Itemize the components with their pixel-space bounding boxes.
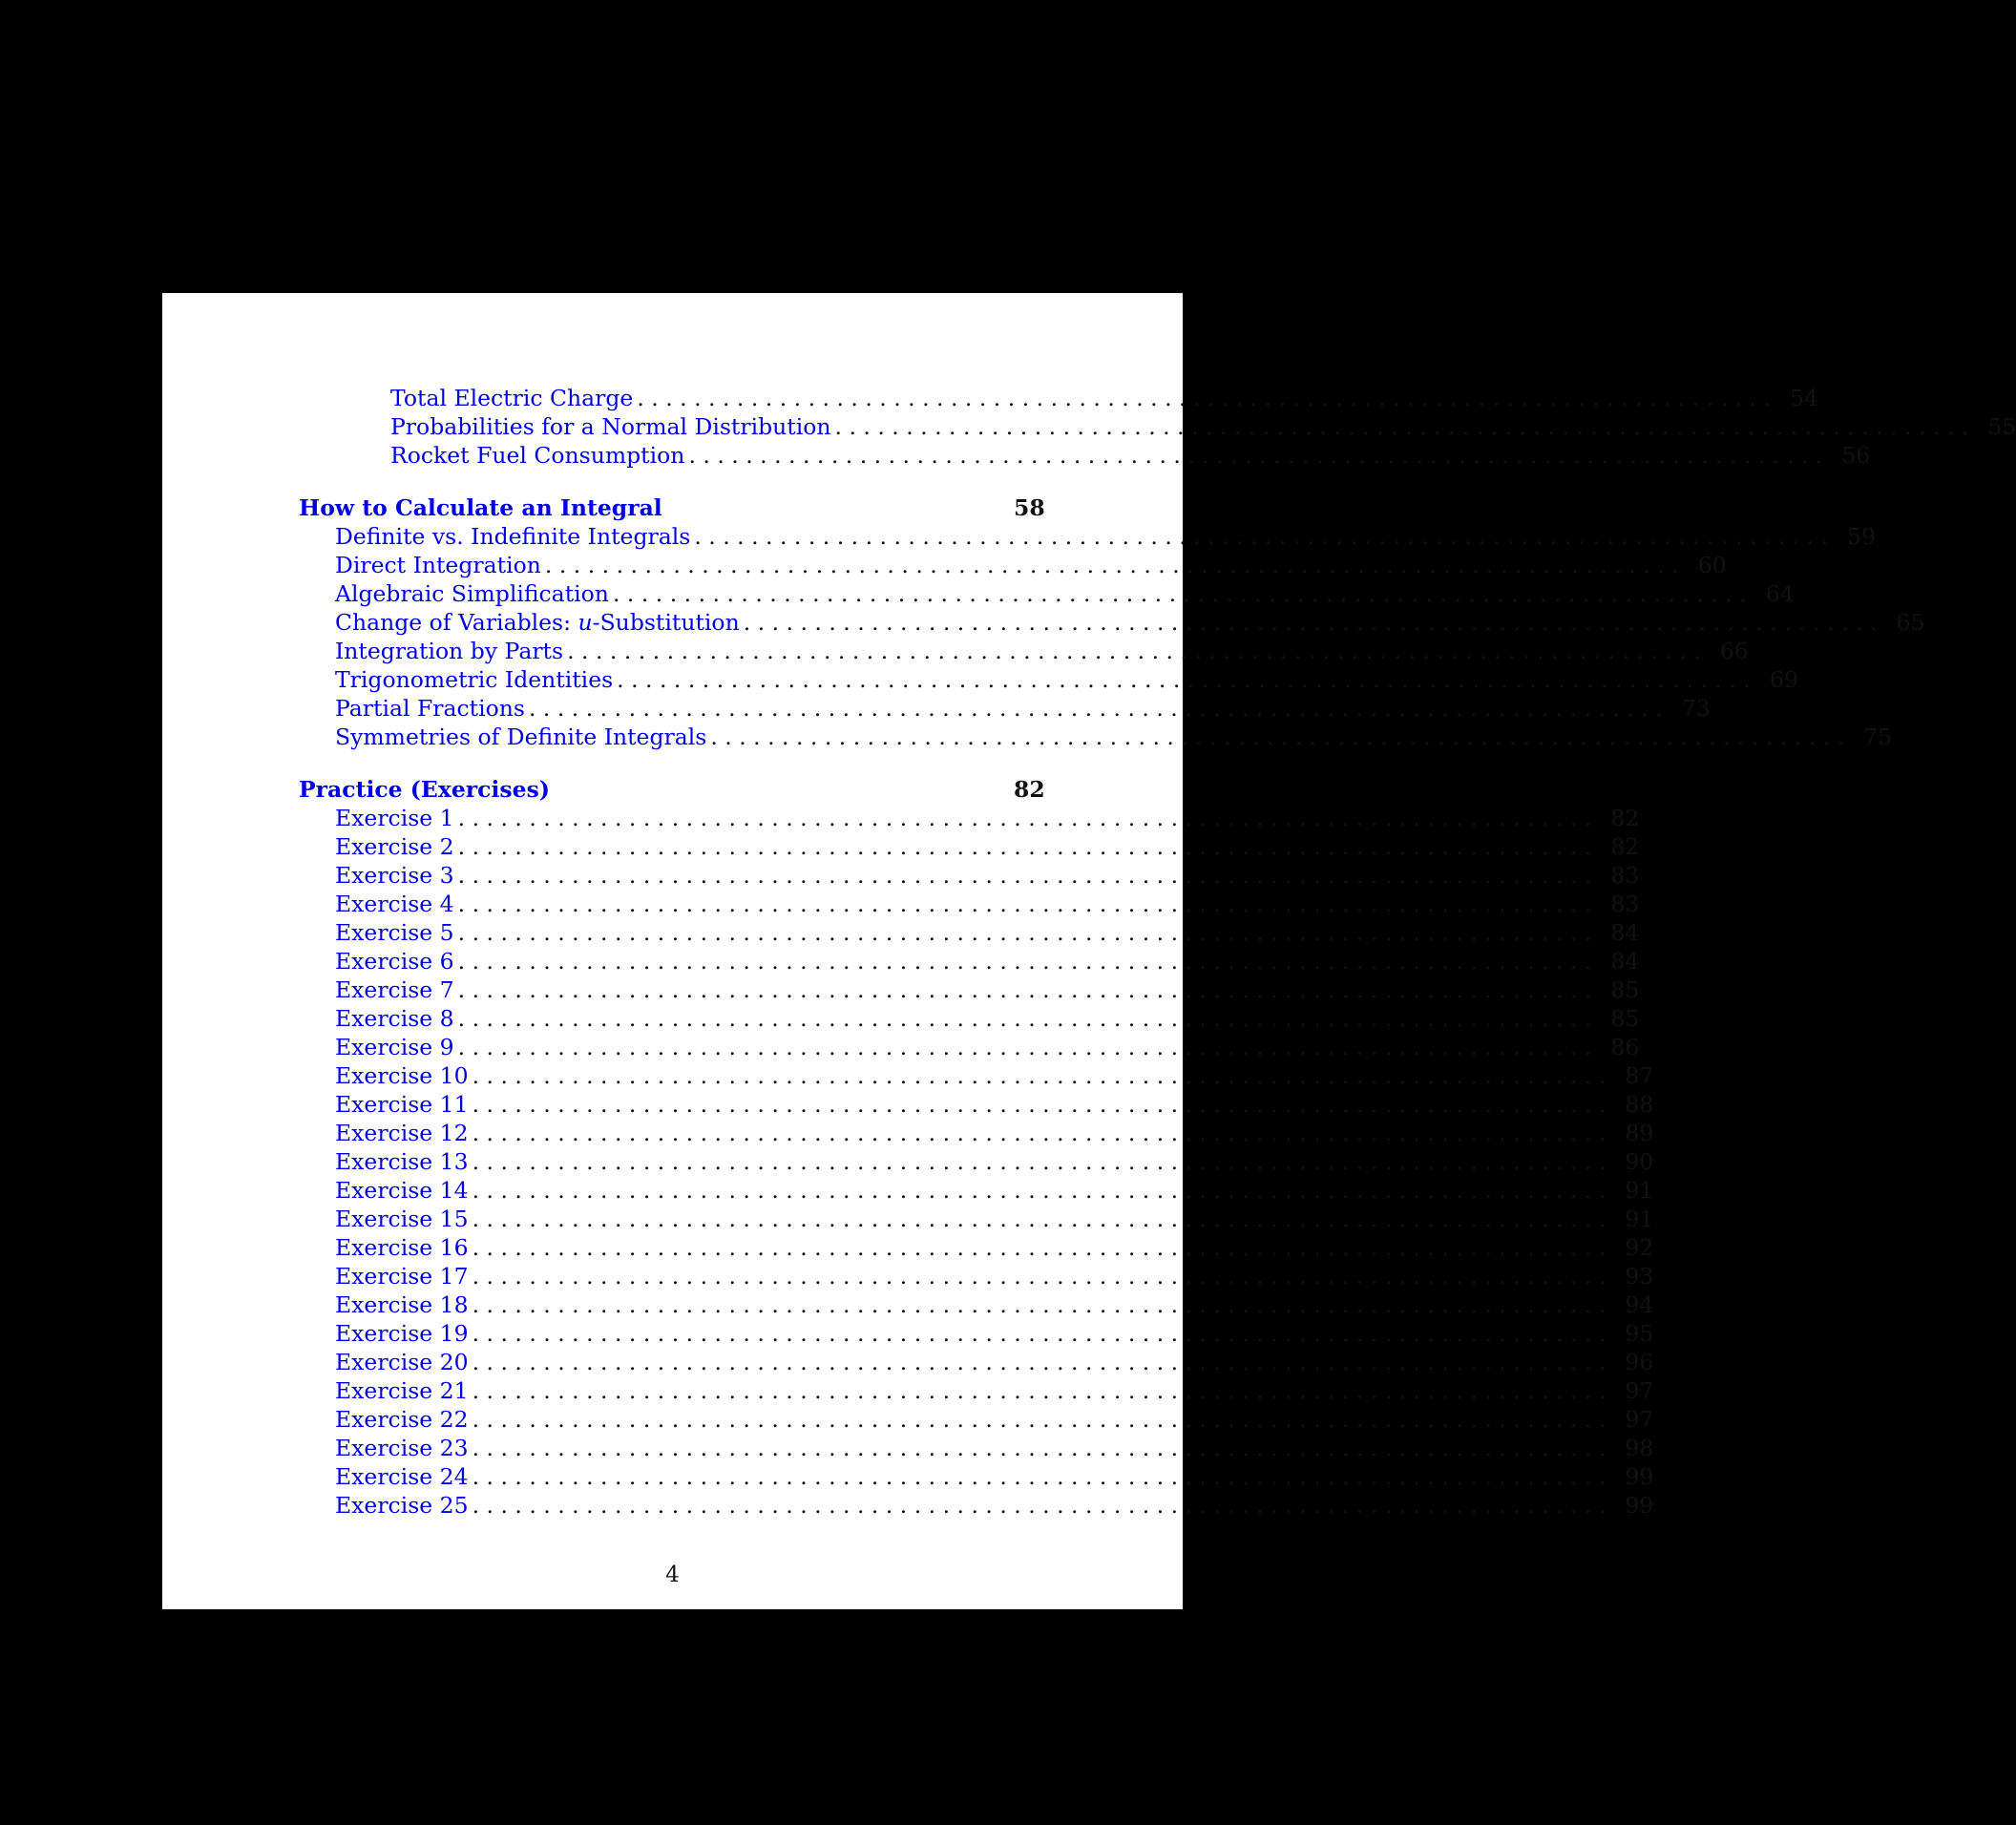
toc-entry-title[interactable]: Exercise 14 bbox=[335, 1177, 469, 1204]
toc-entry-title[interactable]: How to Calculate an Integral bbox=[299, 494, 662, 521]
toc-entry[interactable] bbox=[335, 975, 1640, 1004]
toc-entry-title[interactable]: Exercise 7 bbox=[335, 976, 454, 1003]
toc-entry-title[interactable]: Partial Fractions bbox=[335, 695, 525, 722]
toc-entry-title-part: -Substitution bbox=[592, 609, 740, 636]
toc-entry-title[interactable]: Exercise 4 bbox=[335, 891, 454, 917]
toc-entry-title[interactable]: Exercise 23 bbox=[335, 1435, 469, 1461]
toc-page-number: 82 bbox=[1610, 805, 1640, 831]
toc-entry-title[interactable]: Exercise 6 bbox=[335, 948, 454, 975]
toc-page-number: 93 bbox=[1625, 1263, 1654, 1290]
toc-entry-title[interactable]: Integration by Parts bbox=[335, 638, 564, 664]
dot-leader: . . . . . . . . . . . . . . . . . . . . . . . . . . . . . . . . . . . . . . . . . . . . . . . . . . . . . . . . . . . . . . . . . . . . . . . . . . . . . . . . bbox=[457, 805, 1592, 831]
toc-entry[interactable] bbox=[335, 1290, 1654, 1319]
toc-entry[interactable] bbox=[390, 384, 1819, 412]
toc-entry[interactable] bbox=[335, 918, 1640, 947]
dot-leader: . . . . . . . . . . . . . . . . . . . . . . . . . . . . . . . . . . . . . . . . . . . . . . . . . . . . . . . . . . . . . . . . . . . . . . . . . . . . . . . . bbox=[528, 695, 1663, 722]
dot-leader: . . . . . . . . . . . . . . . . . . . . . . . . . . . . . . . . . . . . . . . . . . . . . . . . . . . . . . . . . . . . . . . . . . . . . . . . . . . . . . . . bbox=[457, 1005, 1592, 1032]
toc-entry-title[interactable]: Exercise 10 bbox=[335, 1062, 469, 1089]
toc-page-number: 91 bbox=[1625, 1177, 1654, 1204]
toc-entry[interactable] bbox=[335, 608, 1925, 637]
toc-entry-title[interactable]: Symmetries of Definite Integrals bbox=[335, 724, 707, 750]
toc-page-number: 66 bbox=[1719, 638, 1749, 664]
toc-page-number: 95 bbox=[1625, 1320, 1654, 1347]
dot-leader: . . . . . . . . . . . . . . . . . . . . . . . . . . . . . . . . . . . . . . . . . . . . . . . . . . . . . . . . . . . . . . . . . . . . . . . . . . . . . . . . bbox=[834, 413, 1969, 440]
toc-page-number: 75 bbox=[1863, 724, 1893, 750]
toc-entry[interactable] bbox=[335, 1491, 1654, 1520]
toc-entry-title[interactable]: Exercise 18 bbox=[335, 1291, 469, 1318]
toc-entry[interactable] bbox=[335, 723, 1893, 751]
toc-chapter-entry[interactable] bbox=[299, 775, 1045, 804]
toc-entry-title-italic: u bbox=[578, 609, 593, 636]
toc-entry[interactable] bbox=[335, 1319, 1654, 1348]
toc-page-number: 89 bbox=[1625, 1120, 1654, 1146]
toc-page-number: 65 bbox=[1896, 609, 1925, 636]
toc-entry-title[interactable]: Exercise 2 bbox=[335, 833, 454, 860]
dot-leader: . . . . . . . . . . . . . . . . . . . . . . . . . . . . . . . . . . . . . . . . . . . . . . . . . . . . . . . . . . . . . . . . . . . . . . . . . . . . . . . . bbox=[472, 1263, 1606, 1290]
dot-leader: . . . . . . . . . . . . . . . . . . . . . . . . . . . . . . . . . . . . . . . . . . . . . . . . . . . . . . . . . . . . . . . . . . . . . . . . . . . . . . . . bbox=[472, 1234, 1606, 1261]
toc-entry[interactable] bbox=[335, 1090, 1654, 1119]
toc-entry[interactable] bbox=[335, 1376, 1654, 1405]
toc-entry[interactable] bbox=[335, 1262, 1654, 1290]
dot-leader: . . . . . . . . . . . . . . . . . . . . . . . . . . . . . . . . . . . . . . . . . . . . . . . . . . . . . . . . . . . . . . . . . . . . . . . . . . . . . . . . bbox=[472, 1148, 1606, 1175]
toc-entry[interactable] bbox=[335, 1348, 1654, 1376]
toc-page-number: 90 bbox=[1625, 1148, 1654, 1175]
toc-entry-title[interactable]: Practice (Exercises) bbox=[299, 776, 550, 803]
toc-entry[interactable] bbox=[335, 1033, 1640, 1061]
toc-page-number: 84 bbox=[1610, 919, 1640, 946]
toc-page-number: 86 bbox=[1610, 1034, 1640, 1060]
dot-leader: . . . . . . . . . . . . . . . . . . . . . . . . . . . . . . . . . . . . . . . . . . . . . . . . . . . . . . . . . . . . . . . . . . . . . . . . . . . . . . . . bbox=[472, 1406, 1606, 1433]
toc-entry[interactable] bbox=[335, 1462, 1654, 1491]
toc-page-number: 73 bbox=[1681, 695, 1711, 722]
toc-entry[interactable] bbox=[335, 947, 1640, 975]
toc-entry[interactable] bbox=[335, 1205, 1654, 1233]
toc-entry-title[interactable]: Total Electric Charge bbox=[390, 385, 634, 411]
toc-page-number: 59 bbox=[1847, 523, 1877, 550]
dot-leader: . . . . . . . . . . . . . . . . . . . . . . . . . . . . . . . . . . . . . . . . . . . . . . . . . . . . . . . . . . . . . . . . . . . . . . . . . . . . . . . . bbox=[472, 1291, 1606, 1318]
dot-leader: . . . . . . . . . . . . . . . . . . . . . . . . . . . . . . . . . . . . . . . . . . . . . . . . . . . . . . . . . . . . . . . . . . . . . . . . . . . . . . . . bbox=[472, 1463, 1606, 1490]
toc-entry-title[interactable]: Exercise 5 bbox=[335, 919, 454, 946]
toc-page-number: 83 bbox=[1610, 891, 1640, 917]
toc-entry-title[interactable]: Exercise 3 bbox=[335, 862, 454, 889]
toc-entry[interactable] bbox=[335, 1004, 1640, 1033]
toc-entry-title[interactable]: Algebraic Simplification bbox=[335, 580, 609, 607]
toc-page-number: 84 bbox=[1610, 948, 1640, 975]
page-number: 4 bbox=[665, 1563, 680, 1587]
toc-entry[interactable] bbox=[335, 579, 1795, 608]
toc-entry-title[interactable]: Direct Integration bbox=[335, 552, 541, 578]
document-page bbox=[162, 293, 2016, 1609]
dot-leader: . . . . . . . . . . . . . . . . . . . . . . . . . . . . . . . . . . . . . . . . . . . . . . . . . . . . . . . . . . . . . . . . . . . . . . . . . . . . . . . . bbox=[472, 1062, 1606, 1089]
toc-page-number: 58 bbox=[1014, 494, 1045, 521]
toc-entry-title[interactable]: Exercise 19 bbox=[335, 1320, 469, 1347]
toc-entry-title[interactable]: Exercise 13 bbox=[335, 1148, 469, 1175]
toc-page-number: 99 bbox=[1625, 1463, 1654, 1490]
toc-entry-title[interactable]: Exercise 12 bbox=[335, 1120, 469, 1146]
toc-entry-title[interactable]: Trigonometric Identities bbox=[335, 666, 614, 693]
toc-entry[interactable] bbox=[335, 1434, 1654, 1462]
toc-entry[interactable] bbox=[335, 1233, 1654, 1262]
toc-entry[interactable] bbox=[335, 1405, 1654, 1434]
toc-page-number: 82 bbox=[1610, 833, 1640, 860]
toc-page-number: 98 bbox=[1625, 1435, 1654, 1461]
dot-leader: . . . . . . . . . . . . . . . . . . . . . . . . . . . . . . . . . . . . . . . . . . . . . . . . . . . . . . . . . . . . . . . . . . . . . . . . . . . . . . . . bbox=[544, 552, 1679, 578]
toc-entry-title[interactable]: Rocket Fuel Consumption bbox=[390, 442, 685, 469]
toc-page-number: 69 bbox=[1770, 666, 1798, 693]
toc-entry-title[interactable]: Exercise 20 bbox=[335, 1349, 469, 1375]
toc-entry[interactable] bbox=[335, 861, 1640, 890]
toc-page-number: 97 bbox=[1625, 1406, 1654, 1433]
toc-page-number: 55 bbox=[1987, 413, 2016, 440]
toc-entry-title[interactable]: Exercise 11 bbox=[335, 1091, 469, 1118]
toc-entry-title[interactable]: Exercise 21 bbox=[335, 1377, 469, 1404]
toc-page-number: 91 bbox=[1625, 1206, 1654, 1232]
toc-page-number: 83 bbox=[1610, 862, 1640, 889]
toc-page-number: 88 bbox=[1625, 1091, 1654, 1118]
dot-leader: . . . . . . . . . . . . . . . . . . . . . . . . . . . . . . . . . . . . . . . . . . . . . . . . . . . . . . . . . . . . . . . . . . . . . . . . . . . . . . . . bbox=[457, 862, 1592, 889]
toc-page-number: 54 bbox=[1790, 385, 1819, 411]
dot-leader: . . . . . . . . . . . . . . . . . . . . . . . . . . . . . . . . . . . . . . . . . . . . . . . . . . . . . . . . . . . . . . . . . . . . . . . . . . . . . . . . bbox=[743, 609, 1878, 636]
toc-entry-title[interactable]: Exercise 8 bbox=[335, 1005, 454, 1032]
toc-entry-title[interactable]: Exercise 15 bbox=[335, 1206, 469, 1232]
toc-page-number: 56 bbox=[1841, 442, 1871, 469]
toc-entry[interactable] bbox=[335, 522, 1877, 551]
toc-entry[interactable] bbox=[335, 890, 1640, 918]
dot-leader: . . . . . . . . . . . . . . . . . . . . . . . . . . . . . . . . . . . . . . . . . . . . . . . . . . . . . . . . . . . . . . . . . . . . . . . . . . . . . . . . bbox=[457, 948, 1592, 975]
dot-leader: . . . . . . . . . . . . . . . . . . . . . . . . . . . . . . . . . . . . . . . . . . . . . . . . . . . . . . . . . . . . . . . . . . . . . . . . . . . . . . . . bbox=[457, 1034, 1592, 1060]
dot-leader: . . . . . . . . . . . . . . . . . . . . . . . . . . . . . . . . . . . . . . . . . . . . . . . . . . . . . . . . . . . . . . . . . . . . . . . . . . . . . . . . bbox=[472, 1206, 1606, 1232]
toc-entry[interactable] bbox=[335, 1147, 1654, 1176]
toc-entry[interactable] bbox=[335, 1061, 1654, 1090]
dot-leader: . . . . . . . . . . . . . . . . . . . . . . . . . . . . . . . . . . . . . . . . . . . . . . . . . . . . . . . . . . . . . . . . . . . . . . . . . . . . . . . . bbox=[637, 385, 1772, 411]
toc-entry-title[interactable]: Exercise 9 bbox=[335, 1034, 454, 1060]
toc-entry[interactable] bbox=[390, 412, 2016, 441]
dot-leader: . . . . . . . . . . . . . . . . . . . . . . . . . . . . . . . . . . . . . . . . . . . . . . . . . . . . . . . . . . . . . . . . . . . . . . . . . . . . . . . . bbox=[472, 1377, 1606, 1404]
toc-entry-title[interactable]: Probabilities for a Normal Distribution bbox=[390, 413, 831, 440]
dot-leader: . . . . . . . . . . . . . . . . . . . . . . . . . . . . . . . . . . . . . . . . . . . . . . . . . . . . . . . . . . . . . . . . . . . . . . . . . . . . . . . . bbox=[457, 976, 1592, 1003]
toc-entry[interactable] bbox=[335, 832, 1640, 861]
toc-entry[interactable] bbox=[390, 441, 1871, 470]
dot-leader: . . . . . . . . . . . . . . . . . . . . . . . . . . . . . . . . . . . . . . . . . . . . . . . . . . . . . . . . . . . . . . . . . . . . . . . . . . . . . . . . bbox=[472, 1435, 1606, 1461]
dot-leader: . . . . . . . . . . . . . . . . . . . . . . . . . . . . . . . . . . . . . . . . . . . . . . . . . . . . . . . . . . . . . . . . . . . . . . . . . . . . . . . . bbox=[472, 1091, 1606, 1118]
toc-page-number: 97 bbox=[1625, 1377, 1654, 1404]
toc-entry-title[interactable]: Exercise 17 bbox=[335, 1263, 469, 1290]
dot-leader: . . . . . . . . . . . . . . . . . . . . . . . . . . . . . . . . . . . . . . . . . . . . . . . . . . . . . . . . . . . . . . . . . . . . . . . . . . . . . . . . bbox=[694, 523, 1829, 550]
toc-entry-title[interactable]: Exercise 24 bbox=[335, 1463, 469, 1490]
toc-entry-title-part: Change of Variables: bbox=[335, 609, 578, 636]
toc-entry-title[interactable]: Definite vs. Indefinite Integrals bbox=[335, 523, 691, 550]
dot-leader: . . . . . . . . . . . . . . . . . . . . . . . . . . . . . . . . . . . . . . . . . . . . . . . . . . . . . . . . . . . . . . . . . . . . . . . . . . . . . . . . bbox=[472, 1320, 1606, 1347]
dot-leader: . . . . . . . . . . . . . . . . . . . . . . . . . . . . . . . . . . . . . . . . . . . . . . . . . . . . . . . . . . . . . . . . . . . . . . . . . . . . . . . . bbox=[457, 919, 1592, 946]
toc-page-number: 94 bbox=[1625, 1291, 1654, 1318]
toc-page-number: 82 bbox=[1014, 776, 1045, 803]
dot-leader: . . . . . . . . . . . . . . . . . . . . . . . . . . . . . . . . . . . . . . . . . . . . . . . . . . . . . . . . . . . . . . . . . . . . . . . . . . . . . . . . bbox=[688, 442, 1823, 469]
toc-entry-title[interactable]: Exercise 25 bbox=[335, 1492, 469, 1519]
toc-page-number: 60 bbox=[1697, 552, 1727, 578]
toc-entry[interactable] bbox=[335, 1176, 1654, 1205]
dot-leader: . . . . . . . . . . . . . . . . . . . . . . . . . . . . . . . . . . . . . . . . . . . . . . . . . . . . . . . . . . . . . . . . . . . . . . . . . . . . . . . . bbox=[472, 1349, 1606, 1375]
toc-entry-title[interactable]: Exercise 16 bbox=[335, 1234, 469, 1261]
toc-page-number: 85 bbox=[1610, 976, 1640, 1003]
toc-entry-title[interactable]: Exercise 22 bbox=[335, 1406, 469, 1433]
toc-page-number: 64 bbox=[1765, 580, 1795, 607]
toc-entry[interactable] bbox=[335, 804, 1640, 832]
toc-page-number: 96 bbox=[1625, 1349, 1654, 1375]
dot-leader: . . . . . . . . . . . . . . . . . . . . . . . . . . . . . . . . . . . . . . . . . . . . . . . . . . . . . . . . . . . . . . . . . . . . . . . . . . . . . . . . bbox=[457, 891, 1592, 917]
toc-entry[interactable] bbox=[335, 1119, 1654, 1147]
dot-leader: . . . . . . . . . . . . . . . . . . . . . . . . . . . . . . . . . . . . . . . . . . . . . . . . . . . . . . . . . . . . . . . . . . . . . . . . . . . . . . . . bbox=[567, 638, 1701, 664]
dot-leader: . . . . . . . . . . . . . . . . . . . . . . . . . . . . . . . . . . . . . . . . . . . . . . . . . . . . . . . . . . . . . . . . . . . . . . . . . . . . . . . . bbox=[472, 1177, 1606, 1204]
toc-entry-title[interactable] bbox=[335, 608, 740, 637]
toc-entry[interactable] bbox=[335, 694, 1711, 723]
dot-leader: . . . . . . . . . . . . . . . . . . . . . . . . . . . . . . . . . . . . . . . . . . . . . . . . . . . . . . . . . . . . . . . . . . . . . . . . . . . . . . . . bbox=[457, 833, 1592, 860]
toc-page-number: 99 bbox=[1625, 1492, 1654, 1519]
toc-page-number: 87 bbox=[1625, 1062, 1654, 1089]
toc-entry-title[interactable]: Exercise 1 bbox=[335, 805, 454, 831]
dot-leader: . . . . . . . . . . . . . . . . . . . . . . . . . . . . . . . . . . . . . . . . . . . . . . . . . . . . . . . . . . . . . . . . . . . . . . . . . . . . . . . . bbox=[472, 1120, 1606, 1146]
toc-page-number: 92 bbox=[1625, 1234, 1654, 1261]
toc-entry[interactable] bbox=[335, 637, 1749, 665]
dot-leader: . . . . . . . . . . . . . . . . . . . . . . . . . . . . . . . . . . . . . . . . . . . . . . . . . . . . . . . . . . . . . . . . . . . . . . . . . . . . . . . . bbox=[472, 1492, 1606, 1519]
dot-leader: . . . . . . . . . . . . . . . . . . . . . . . . . . . . . . . . . . . . . . . . . . . . . . . . . . . . . . . . . . . . . . . . . . . . . . . . . . . . . . . . bbox=[617, 666, 1751, 693]
dot-leader: . . . . . . . . . . . . . . . . . . . . . . . . . . . . . . . . . . . . . . . . . . . . . . . . . . . . . . . . . . . . . . . . . . . . . . . . . . . . . . . . bbox=[612, 580, 1747, 607]
toc-entry[interactable] bbox=[335, 665, 1798, 694]
dot-leader: . . . . . . . . . . . . . . . . . . . . . . . . . . . . . . . . . . . . . . . . . . . . . . . . . . . . . . . . . . . . . . . . . . . . . . . . . . . . . . . . bbox=[710, 724, 1845, 750]
toc-entry[interactable] bbox=[335, 551, 1727, 579]
toc-page-number: 85 bbox=[1610, 1005, 1640, 1032]
toc-chapter-entry[interactable] bbox=[299, 493, 1045, 522]
